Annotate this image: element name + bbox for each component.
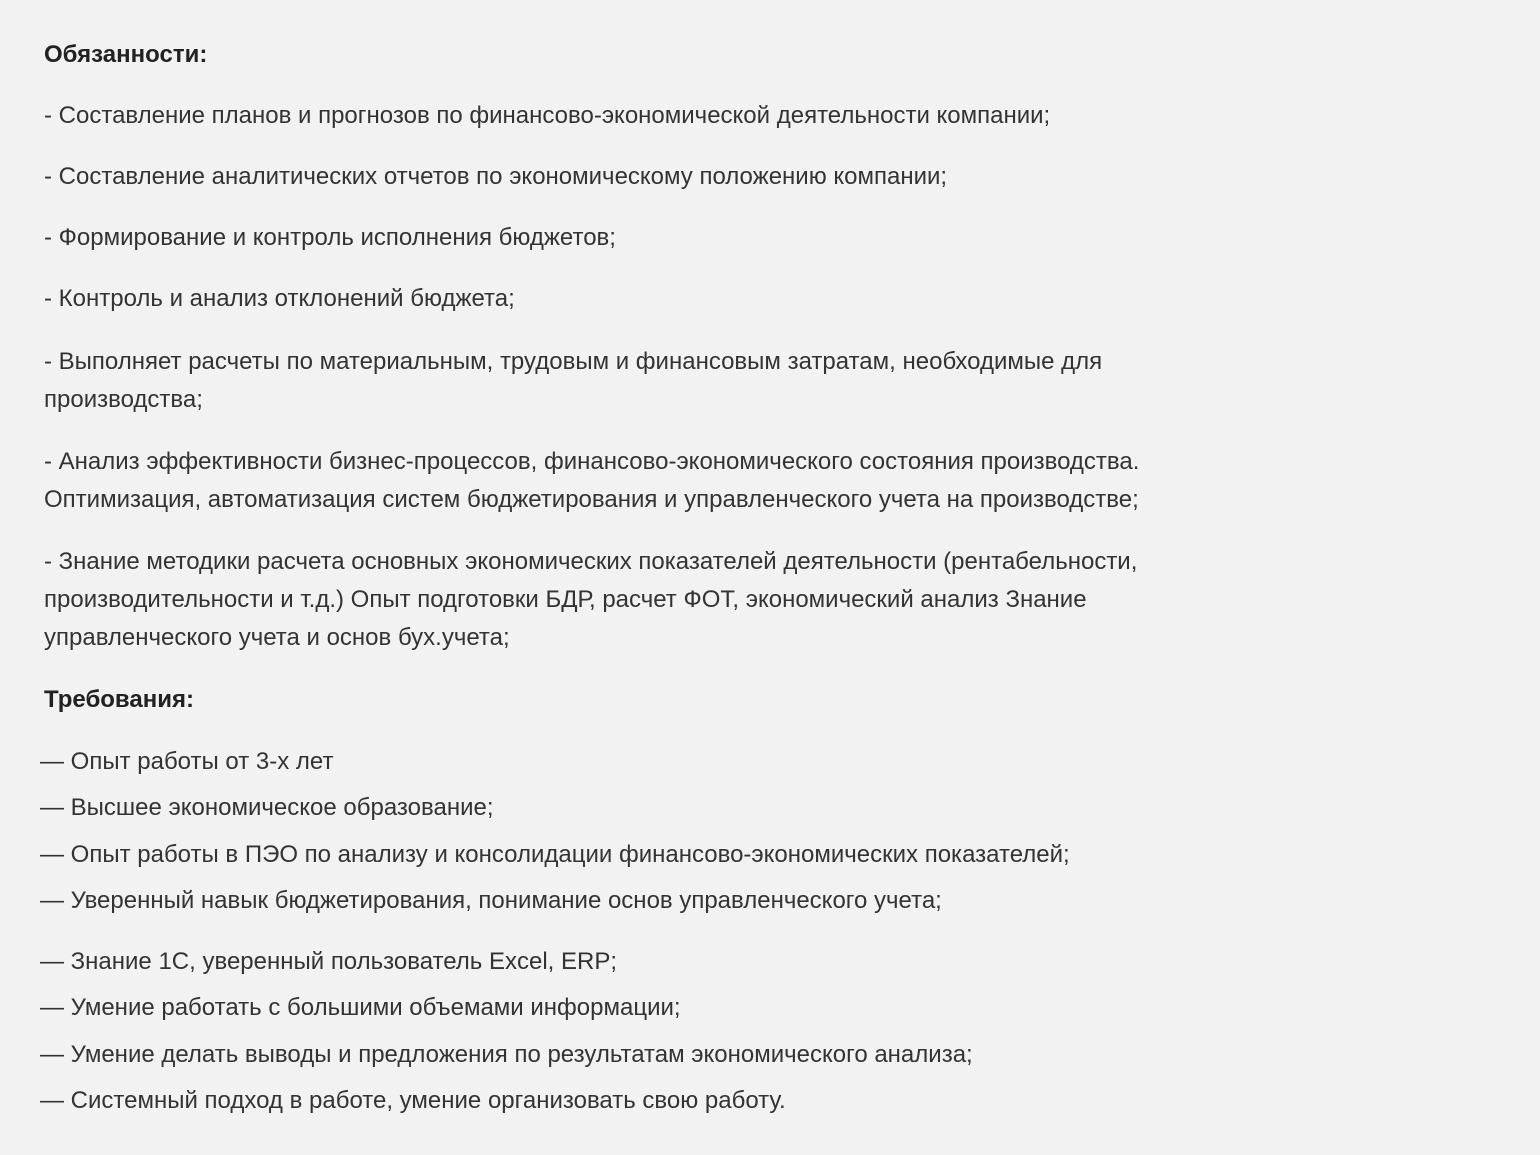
requirement-item-6: — Умение работать с большими объемами информации; — [40, 994, 681, 1021]
duty-line: производства; — [44, 386, 203, 413]
requirements-heading: Требования: — [44, 686, 194, 713]
duty-line: - Формирование и контроль исполнения бюджетов; — [44, 224, 616, 251]
duties-heading: Обязанности: — [44, 41, 208, 68]
duty-line: - Составление аналитических отчетов по экономическому положению компании; — [44, 163, 948, 190]
requirement-item-1: — Опыт работы от 3-х лет — [40, 748, 334, 775]
duty-item-4 — [44, 280, 515, 318]
requirement-item-5: — Знание 1С, уверенный пользователь Excel, ERP; — [40, 948, 618, 975]
duty-item-5 — [44, 343, 1102, 419]
duty-item-6 — [44, 443, 1139, 519]
duty-line: - Знание методики расчета основных экономических показателей деятельности (рентабельности, — [44, 548, 1138, 575]
duty-item-3 — [44, 219, 616, 257]
requirement-item-4: — Уверенный навык бюджетирования, понимание основ управленческого учета; — [40, 887, 942, 914]
duty-line: - Анализ эффективности бизнес-процессов, финансово-экономического состояния производства. — [44, 448, 1140, 475]
duty-line: - Контроль и анализ отклонений бюджета; — [44, 285, 515, 312]
requirement-item-2: — Высшее экономическое образование; — [40, 794, 494, 821]
requirement-item-7: — Умение делать выводы и предложения по результатам экономического анализа; — [40, 1041, 973, 1068]
duty-line: Оптимизация, автоматизация систем бюджетирования и управленческого учета на производстве; — [44, 486, 1139, 513]
duty-line: - Выполняет расчеты по материальным, трудовым и финансовым затратам, необходимые для — [44, 348, 1103, 375]
requirement-item-8: — Системный подход в работе, умение организовать свою работу. — [40, 1087, 786, 1114]
duty-line: - Составление планов и прогнозов по финансово-экономической деятельности компании; — [44, 102, 1051, 129]
duty-item-7 — [44, 543, 1137, 657]
duty-line: производительности и т.д.) Опыт подготовки БДР, расчет ФОТ, экономический анализ Знание — [44, 586, 1087, 613]
duty-item-2 — [44, 158, 947, 196]
duty-item-1 — [44, 97, 1050, 135]
duty-line: управленческого учета и основ бух.учета; — [44, 624, 510, 651]
requirement-item-3: — Опыт работы в ПЭО по анализу и консолидации финансово-экономических показателей; — [40, 841, 1070, 868]
